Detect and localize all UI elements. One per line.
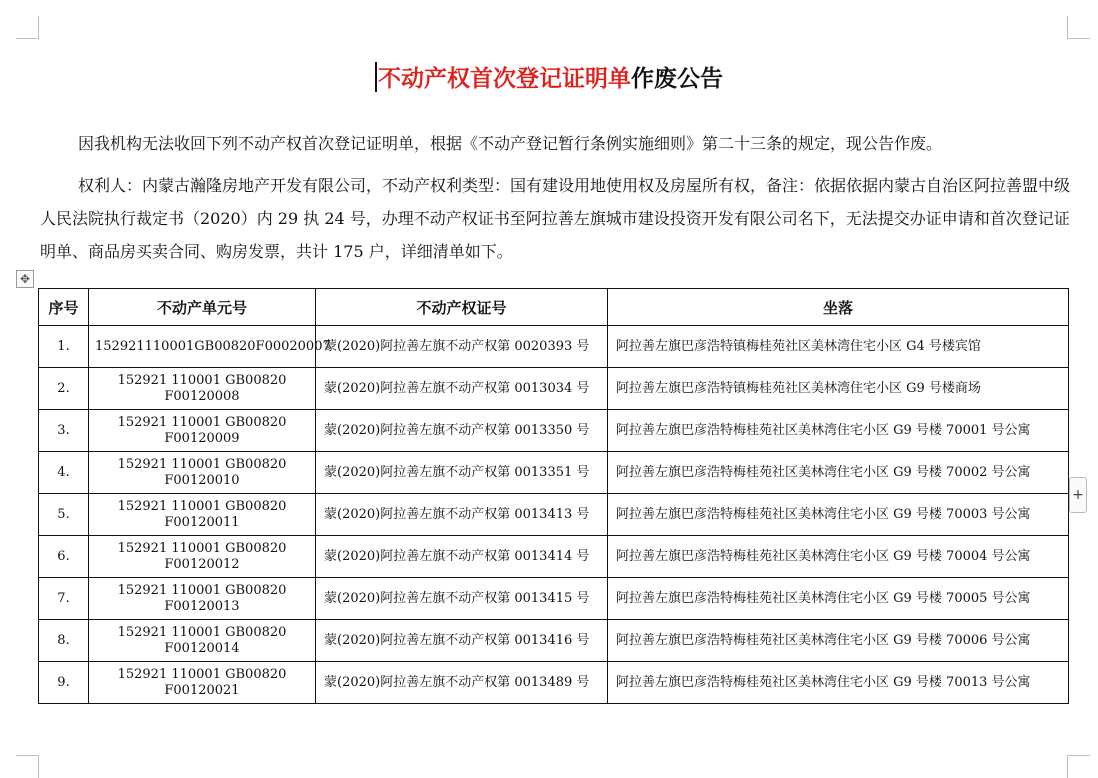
cell-unit-number[interactable]: 152921 110001 GB00820 F00120008	[89, 368, 316, 410]
table-row	[39, 578, 1069, 620]
cell-unit-number[interactable]: 152921 110001 GB00820 F00120011	[89, 494, 316, 536]
table-row	[39, 620, 1069, 662]
table-row	[39, 494, 1069, 536]
cell-certificate-number[interactable]: 蒙(2020)阿拉善左旗不动产权第 0013413 号	[316, 494, 608, 536]
cell-unit-number[interactable]: 152921 110001 GB00820 F00120012	[89, 536, 316, 578]
cell-location[interactable]: 阿拉善左旗巴彦浩特梅桂苑社区美林湾住宅小区 G9 号楼 70013 号公寓	[608, 662, 1069, 704]
cell-index[interactable]: 6.	[39, 536, 89, 578]
table-row	[39, 662, 1069, 704]
cell-index[interactable]: 8.	[39, 620, 89, 662]
page-corner-mark-bottom-left	[16, 755, 39, 778]
table-row	[39, 410, 1069, 452]
cell-location[interactable]: 阿拉善左旗巴彦浩特梅桂苑社区美林湾住宅小区 G9 号楼 70001 号公寓	[608, 410, 1069, 452]
add-column-plus-icon[interactable]: +	[1069, 477, 1087, 513]
cell-index[interactable]: 2.	[39, 368, 89, 410]
cell-unit-number[interactable]: 152921110001GB00820F00020007	[89, 326, 316, 368]
title-black-part: 作废公告	[631, 65, 723, 92]
cell-location[interactable]: 阿拉善左旗巴彦浩特梅桂苑社区美林湾住宅小区 G9 号楼 70005 号公寓	[608, 578, 1069, 620]
cell-unit-number[interactable]: 152921 110001 GB00820 F00120010	[89, 452, 316, 494]
cell-certificate-number[interactable]: 蒙(2020)阿拉善左旗不动产权第 0013489 号	[316, 662, 608, 704]
cell-unit-number[interactable]: 152921 110001 GB00820 F00120014	[89, 620, 316, 662]
page-corner-mark-top-left	[16, 16, 39, 39]
cell-index[interactable]: 5.	[39, 494, 89, 536]
cell-location[interactable]: 阿拉善左旗巴彦浩特梅桂苑社区美林湾住宅小区 G9 号楼 70003 号公寓	[608, 494, 1069, 536]
cell-index[interactable]: 3.	[39, 410, 89, 452]
page-corner-mark-bottom-right	[1067, 755, 1090, 778]
table-row	[39, 536, 1069, 578]
title-red-part: 不动产权首次登记证明单	[378, 65, 631, 92]
cell-certificate-number[interactable]: 蒙(2020)阿拉善左旗不动产权第 0013414 号	[316, 536, 608, 578]
cell-unit-number[interactable]: 152921 110001 GB00820 F00120021	[89, 662, 316, 704]
cell-index[interactable]: 7.	[39, 578, 89, 620]
paragraph-announcement[interactable]: 因我机构无法收回下列不动产权首次登记证明单，根据《不动产登记暂行条例实施细则》第二十三条的规定，现公告作废。	[78, 134, 943, 153]
document-title[interactable]	[0, 62, 1098, 96]
cell-certificate-number[interactable]: 蒙(2020)阿拉善左旗不动产权第 0013351 号	[316, 452, 608, 494]
cell-location[interactable]: 阿拉善左旗巴彦浩特梅桂苑社区美林湾住宅小区 G9 号楼 70004 号公寓	[608, 536, 1069, 578]
page-corner-mark-top-right	[1067, 16, 1090, 39]
cell-certificate-number[interactable]: 蒙(2020)阿拉善左旗不动产权第 0013415 号	[316, 578, 608, 620]
text-cursor	[375, 62, 377, 92]
header-location[interactable]: 坐落	[608, 289, 1069, 326]
table-row	[39, 368, 1069, 410]
paragraph-details[interactable]: 权利人：内蒙古瀚隆房地产开发有限公司，不动产权利类型：国有建设用地使用权及房屋所有权，备注：依据依据内蒙古自治区阿拉善盟中级人民法院执行裁定书（2020）内 29 执 24 号，办理不动产权证书至阿拉善左旗城市建设投资开发有限公司名下，无法提交办证申请和首次登记证明单、商品房买卖合同、购房发票，共计 175 户，详细清单如下。	[40, 176, 1071, 261]
cell-certificate-number[interactable]: 蒙(2020)阿拉善左旗不动产权第 0013416 号	[316, 620, 608, 662]
cell-unit-number[interactable]: 152921 110001 GB00820 F00120009	[89, 410, 316, 452]
cell-location[interactable]: 阿拉善左旗巴彦浩特梅桂苑社区美林湾住宅小区 G9 号楼 70002 号公寓	[608, 452, 1069, 494]
cell-location[interactable]: 阿拉善左旗巴彦浩特梅桂苑社区美林湾住宅小区 G9 号楼 70006 号公寓	[608, 620, 1069, 662]
cell-index[interactable]: 1.	[39, 326, 89, 368]
cell-certificate-number[interactable]: 蒙(2020)阿拉善左旗不动产权第 0013034 号	[316, 368, 608, 410]
header-index[interactable]: 序号	[39, 289, 89, 326]
cell-unit-number[interactable]: 152921 110001 GB00820 F00120013	[89, 578, 316, 620]
certificate-table	[38, 288, 1069, 704]
header-unit-number[interactable]: 不动产单元号	[89, 289, 316, 326]
table-row	[39, 452, 1069, 494]
cell-location[interactable]: 阿拉善左旗巴彦浩特镇梅桂苑社区美林湾住宅小区 G4 号楼宾馆	[608, 326, 1069, 368]
table-row	[39, 326, 1069, 368]
cell-certificate-number[interactable]: 蒙(2020)阿拉善左旗不动产权第 0020393 号	[316, 326, 608, 368]
table-header-row	[39, 289, 1069, 326]
cell-certificate-number[interactable]: 蒙(2020)阿拉善左旗不动产权第 0013350 号	[316, 410, 608, 452]
table-move-icon[interactable]: ✥	[16, 270, 34, 288]
cell-index[interactable]: 4.	[39, 452, 89, 494]
header-certificate-number[interactable]: 不动产权证号	[316, 289, 608, 326]
cell-location[interactable]: 阿拉善左旗巴彦浩特镇梅桂苑社区美林湾住宅小区 G9 号楼商场	[608, 368, 1069, 410]
cell-index[interactable]: 9.	[39, 662, 89, 704]
